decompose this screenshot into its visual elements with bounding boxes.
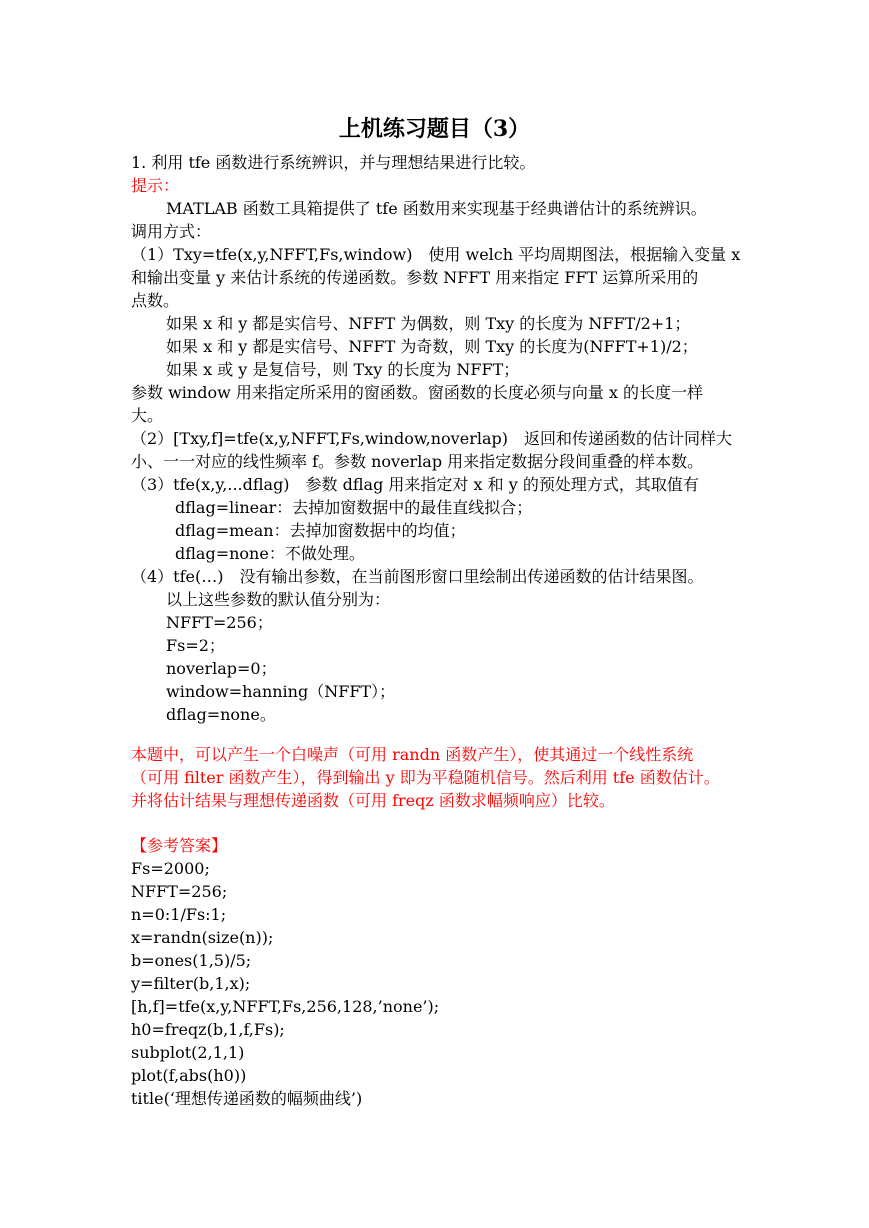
usage-4-line: （4）tfe(…) 没有输出参数，在当前图形窗口里绘制出传递函数的估计结果图。 — [131, 567, 704, 586]
default-value: noverlap=0； — [166, 659, 277, 678]
code-line: x=randn(size(n)); — [131, 928, 274, 947]
code-line: [h,f]=tfe(x,y,NFFT,Fs,256,128,’none’); — [131, 997, 440, 1016]
question-text: 1. 利用 tfe 函数进行系统辨识，并与理想结果进行比较。 — [131, 153, 536, 172]
page-title: 上机练习题目（3） — [338, 116, 531, 142]
code-line: plot(f,abs(h0)) — [131, 1066, 247, 1085]
task-line: 并将估计结果与理想传递函数（可用 freqz 函数求幅频响应）比较。 — [131, 791, 615, 810]
usage-1-condition: 如果 x 或 y 是复信号，则 Txy 的长度为 NFFT； — [166, 360, 520, 379]
code-line: subplot(2,1,1) — [131, 1043, 245, 1062]
code-line: NFFT=256; — [131, 882, 228, 901]
usage-2-line: （2）[Txy,f]=tfe(x,y,NFFT,Fs,window,noverlap) 返回和传递函数的估计同样大 — [131, 429, 732, 448]
dflag-option: dflag=none：不做处理。 — [175, 544, 365, 563]
usage-2-line: 小、一一对应的线性频率 f。参数 noverlap 用来指定数据分段间重叠的样本数。 — [131, 452, 704, 471]
hint-label: 提示： — [131, 176, 180, 195]
usage-heading: 调用方式： — [131, 222, 212, 241]
default-value: window=hanning（NFFT）； — [166, 682, 396, 701]
task-line: （可用 filter 函数产生），得到输出 y 即为平稳随机信号。然后利用 tfe 函数估计。 — [131, 768, 720, 787]
code-line: n=0:1/Fs:1; — [131, 905, 227, 924]
code-line: h0=freqz(b,1,f,Fs); — [131, 1020, 285, 1039]
default-value: NFFT=256； — [166, 613, 273, 632]
usage-1-condition: 如果 x 和 y 都是实信号、NFFT 为偶数，则 Txy 的长度为 NFFT/2+1； — [166, 314, 691, 333]
code-line: Fs=2000; — [131, 859, 210, 878]
code-line: b=ones(1,5)/5; — [131, 951, 252, 970]
default-value: Fs=2； — [166, 636, 225, 655]
default-value: dflag=none。 — [166, 705, 276, 724]
defaults-intro: 以上这些参数的默认值分别为： — [166, 590, 391, 609]
usage-1-condition: 如果 x 和 y 都是实信号、NFFT 为奇数，则 Txy 的长度为(NFFT+1)/2； — [166, 337, 698, 356]
usage-1-line: 点数。 — [131, 291, 180, 310]
task-line: 本题中，可以产生一个白噪声（可用 randn 函数产生），使其通过一个线性系统 — [131, 745, 694, 764]
dflag-option: dflag=linear：去掉加窗数据中的最佳直线拟合； — [175, 498, 533, 517]
code-line: y=filter(b,1,x); — [131, 974, 251, 993]
usage-1-line: （1）Txy=tfe(x,y,NFFT,Fs,window) 使用 welch 平均周期图法，根据输入变量 x — [131, 245, 741, 264]
hint-paragraph-line: MATLAB 函数工具箱提供了 tfe 函数用来实现基于经典谱估计的系统辨识。 — [166, 199, 707, 218]
answer-label: 【参考答案】 — [131, 836, 228, 855]
window-note-line: 参数 window 用来指定所采用的窗函数。窗函数的长度必须与向量 x 的长度一样 — [131, 383, 704, 402]
usage-1-line: 和输出变量 y 来估计系统的传递函数。参数 NFFT 用来指定 FFT 运算所采用的 — [131, 268, 699, 287]
dflag-option: dflag=mean：去掉加窗数据中的均值； — [175, 521, 466, 540]
usage-3-line: （3）tfe(x,y,...dflag) 参数 dflag 用来指定对 x 和 y 的预处理方式，其取值有 — [131, 475, 699, 494]
code-line: title(‘理想传递函数的幅频曲线’) — [131, 1089, 363, 1108]
window-note-line: 大。 — [131, 406, 164, 425]
